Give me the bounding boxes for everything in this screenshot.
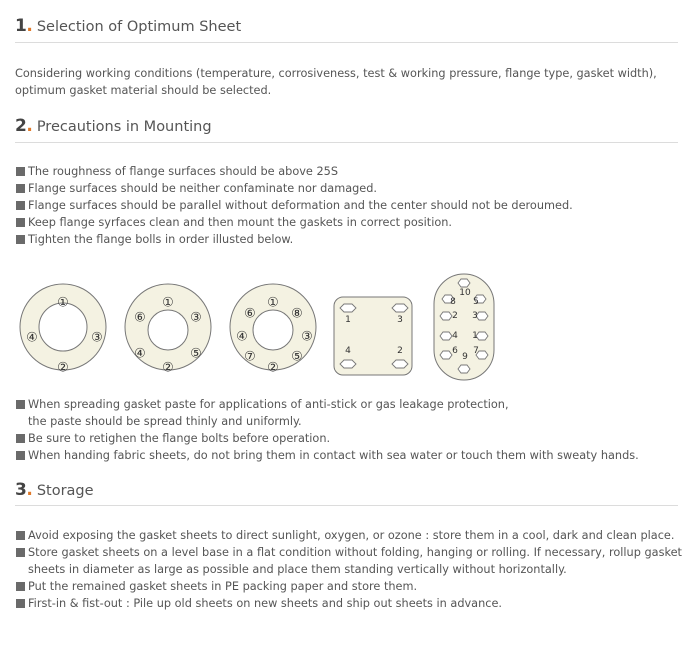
bolt-label: ① (162, 295, 174, 311)
bolt-hole-icon (440, 312, 452, 320)
bolt-label: 1 (345, 315, 351, 325)
section-2-number: 2 (15, 116, 27, 136)
bolt-hole-icon (392, 360, 408, 368)
list-item-text: The roughness of flange surfaces should be above 25S (28, 165, 338, 178)
square-bullet-icon (16, 548, 25, 557)
list-item (15, 180, 573, 197)
list-item-text: Put the remained gasket sheets in PE packing paper and store them. (28, 580, 418, 593)
list-item-text: Flange surfaces should be neither confaminate nor damaged. (28, 182, 378, 195)
square-bullet-icon (16, 451, 25, 460)
ring-6-bolt-flange (125, 284, 211, 376)
bolt-label: ③ (190, 310, 202, 326)
list-item-text: Store gasket sheets on a level base in a flat condition without folding, hanging or rolling. If necessary, rollup gasket (28, 546, 682, 559)
bolt-label: ⑤ (190, 346, 202, 362)
list-item-text: Tighten the flange bolls in order illusted below. (28, 233, 294, 246)
section-3-heading (15, 480, 94, 502)
square-4-bolt-flange (334, 297, 412, 375)
bolt-label: ⑥ (134, 310, 146, 326)
section-2-heading (15, 116, 212, 138)
bolt-label: ⑤ (291, 349, 303, 365)
bolt-hole-icon (440, 332, 452, 340)
list-item-text: sheets in diameter as large as possible and place them standing vertically without horizontally. (28, 563, 567, 576)
bolt-label: ② (162, 360, 174, 376)
section-3-title: Storage (36, 483, 94, 499)
bolt-label: ② (57, 360, 69, 376)
list-item (15, 231, 573, 248)
bolt-hole-icon (340, 360, 356, 368)
section-2-dot: . (26, 116, 33, 136)
bolt-label: ⑥ (244, 306, 256, 322)
bolt-label: 2 (397, 346, 403, 356)
list-item-text: Be sure to retighen the flange bolts before operation. (28, 432, 331, 445)
list-item (15, 578, 682, 595)
list-item (15, 396, 639, 430)
square-bullet-icon (16, 599, 25, 608)
list-item-text: When spreading gasket paste for applications of anti-stick or gas leakage protection, (28, 398, 509, 411)
square-bullet-icon (16, 167, 25, 176)
list-item (15, 214, 573, 231)
list-item (15, 527, 682, 544)
bolt-label: 10 (459, 288, 471, 298)
bolt-label: ⑦ (244, 349, 256, 365)
bolt-hole-icon (458, 279, 470, 287)
bolt-label: 6 (452, 346, 458, 356)
bolt-label: ③ (91, 330, 103, 346)
bolt-hole-icon (340, 304, 356, 312)
bolt-label: ① (57, 295, 69, 311)
list-item (15, 163, 573, 180)
list-item (15, 595, 682, 612)
bolt-label: ④ (26, 330, 38, 346)
bolt-label: 4 (452, 331, 458, 341)
list-item-text: Avoid exposing the gasket sheets to direct sunlight, oxygen, or ozone : store them in a cool, dark and clean place. (28, 529, 675, 542)
bolt-hole-icon (458, 365, 470, 373)
square-bullet-icon (16, 582, 25, 591)
section-3-divider (15, 505, 678, 506)
bolt-label: ④ (236, 329, 248, 345)
ring-4-bolt-flange (20, 284, 106, 376)
bolt-label: ① (267, 295, 279, 311)
bolt-hole-icon (392, 304, 408, 312)
square-bullet-icon (16, 400, 25, 409)
ring-8-bolt-flange (230, 284, 316, 376)
section-1-paragraph-line: optimum gasket material should be selected. (15, 84, 272, 97)
list-item-text: Flange surfaces should be parallel without deformation and the center should not be deroumed. (28, 199, 573, 212)
square-bullet-icon (16, 434, 25, 443)
bolt-label: 1 (472, 331, 478, 341)
section-1-paragraph (15, 65, 657, 99)
bolt-label: ③ (301, 329, 313, 345)
square-bullet-icon (16, 201, 25, 210)
list-item-text: When handing fabric sheets, do not bring them in contact with sea water or touch them with sweaty hands. (28, 449, 639, 462)
list-item-text: Keep flange syrfaces clean and then mount the gaskets in correct position. (28, 216, 453, 229)
bolt-label: 4 (345, 346, 351, 356)
section-2-divider (15, 142, 678, 143)
list-item (15, 430, 639, 447)
bolt-label: 7 (473, 346, 479, 356)
bolt-tightening-diagram (18, 272, 498, 382)
list-item (15, 197, 573, 214)
bolt-label: 9 (462, 352, 468, 362)
list-item (15, 544, 682, 578)
bolt-hole-icon (440, 351, 452, 359)
section-1-number: 1 (15, 16, 27, 36)
section-3-number: 3 (15, 480, 27, 500)
bolt-label: 5 (473, 297, 479, 307)
square-bullet-icon (16, 218, 25, 227)
bolt-label: ⑧ (291, 306, 303, 322)
section-1-divider (15, 42, 678, 43)
square-bullet-icon (16, 184, 25, 193)
section-2-title: Precautions in Mounting (36, 119, 212, 135)
storage-list (15, 527, 682, 612)
oval-10-bolt-flange (434, 274, 494, 380)
section-3-dot: . (26, 480, 33, 500)
square-bullet-icon (16, 235, 25, 244)
bolt-label: ④ (134, 346, 146, 362)
list-item-text: the paste should be spread thinly and uniformly. (28, 415, 302, 428)
section-1-paragraph-line: Considering working conditions (temperature, corrosiveness, test & working pressure, flange type, gasket width), (15, 67, 657, 80)
list-item-text: First-in & fist-out : Pile up old sheets on new sheets and ship out sheets in advance. (28, 597, 503, 610)
bolt-label: 3 (397, 315, 403, 325)
square-bullet-icon (16, 531, 25, 540)
section-1-dot: . (26, 16, 33, 36)
mounting-notes-list (15, 396, 639, 464)
list-item (15, 447, 639, 464)
bolt-label: 3 (472, 311, 478, 321)
bolt-label: ② (267, 360, 279, 376)
section-1-heading (15, 16, 241, 38)
bolt-label: 8 (450, 297, 456, 307)
bolt-label: 2 (452, 311, 458, 321)
section-1-title: Selection of Optimum Sheet (36, 19, 242, 35)
mounting-precautions-list (15, 163, 573, 248)
